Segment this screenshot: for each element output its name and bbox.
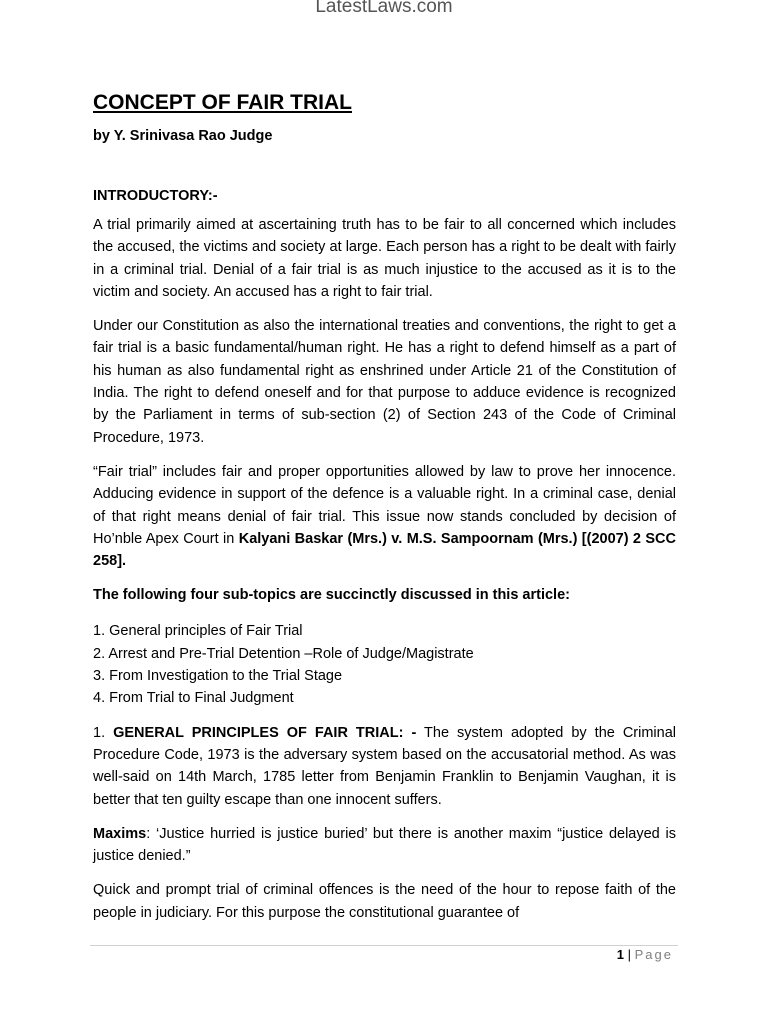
paragraph-2: Under our Constitution as also the international treaties and conventions, the right to get a fair trial is a basic fundamental/human right. He has a right to defend himself as a part of his human as also fundamental right as enshrined under Article 21 of the Constitution of India. The right to defend oneself and for that purpose to adduce evidence is recognized by the Parliament in terms of sub-section (2) of Section 243 of the Code of Criminal Procedure, 1973. [93, 318, 676, 446]
author-byline: by Y. Srinivasa Rao Judge [93, 128, 273, 144]
topics-list [93, 620, 676, 709]
paragraph-3 [93, 461, 676, 572]
paragraph-3-text: “Fair trial” includes fair and proper opportunities allowed by law to prove her innocence. Adducing evidence in support of the defence is a valuable right. In a criminal case, denial of that right means denial of fair trial. This issue now stands concluded by decision of Ho’nble Apex Court in [93, 463, 676, 547]
page-label: Page [634, 947, 673, 962]
section-1-heading: GENERAL PRINCIPLES OF FAIR TRIAL: - [113, 724, 417, 741]
list-item: 1. General principles of Fair Trial [93, 623, 303, 640]
footer-divider [90, 945, 678, 946]
list-item: 4. From Trial to Final Judgment [93, 690, 294, 707]
paragraph-1: A trial primarily aimed at ascertaining truth has to be fair to all concerned which includes the accused, the victims and society at large. Each person has a right to be dealt with fairly in a criminal trial. Denial of a fair trial is as much injustice to the accused as it is to the victim and society. An accused has a right to fair trial. [93, 217, 676, 300]
section-1-paragraph [93, 722, 676, 811]
maxims-text: : ‘Justice hurried is justice buried’ but there is another maxim “justice delayed is justice denied.” [93, 825, 676, 865]
section-1-prefix: 1. [93, 724, 114, 741]
intro-heading: INTRODUCTORY:- [93, 188, 218, 204]
page-number: 1 [616, 947, 625, 962]
watermark: LatestLaws.com [315, 0, 453, 17]
document-title: CONCEPT OF FAIR TRIAL [93, 91, 352, 114]
maxims-label: Maxims [93, 825, 147, 842]
paragraph-last: Quick and prompt trial of criminal offences is the need of the hour to repose faith of the people in judiciary. For this purpose the constitutional guarantee of [93, 882, 676, 921]
footer-separator: | [624, 947, 635, 962]
section-1-text: The system adopted by the Criminal Procedure Code, 1973 is the adversary system based on the accusatorial method. As was well-said on 14th March, 1785 letter from Benjamin Franklin to Benjamin Vaughan, it is better that ten guilty escape than one innocent suffers. [93, 724, 677, 808]
document-page [93, 88, 676, 924]
subtopics-heading: The following four sub-topics are succinctly discussed in this article: [93, 587, 570, 604]
list-item: 2. Arrest and Pre-Trial Detention –Role of Judge/Magistrate [93, 645, 474, 662]
list-item: 3. From Investigation to the Trial Stage [93, 668, 343, 685]
maxims-paragraph [93, 823, 676, 868]
case-citation: Kalyani Baskar (Mrs.) v. M.S. Sampoornam (Mrs.) [(2007) 2 SCC 258]. [93, 530, 676, 570]
page-footer [617, 947, 673, 962]
